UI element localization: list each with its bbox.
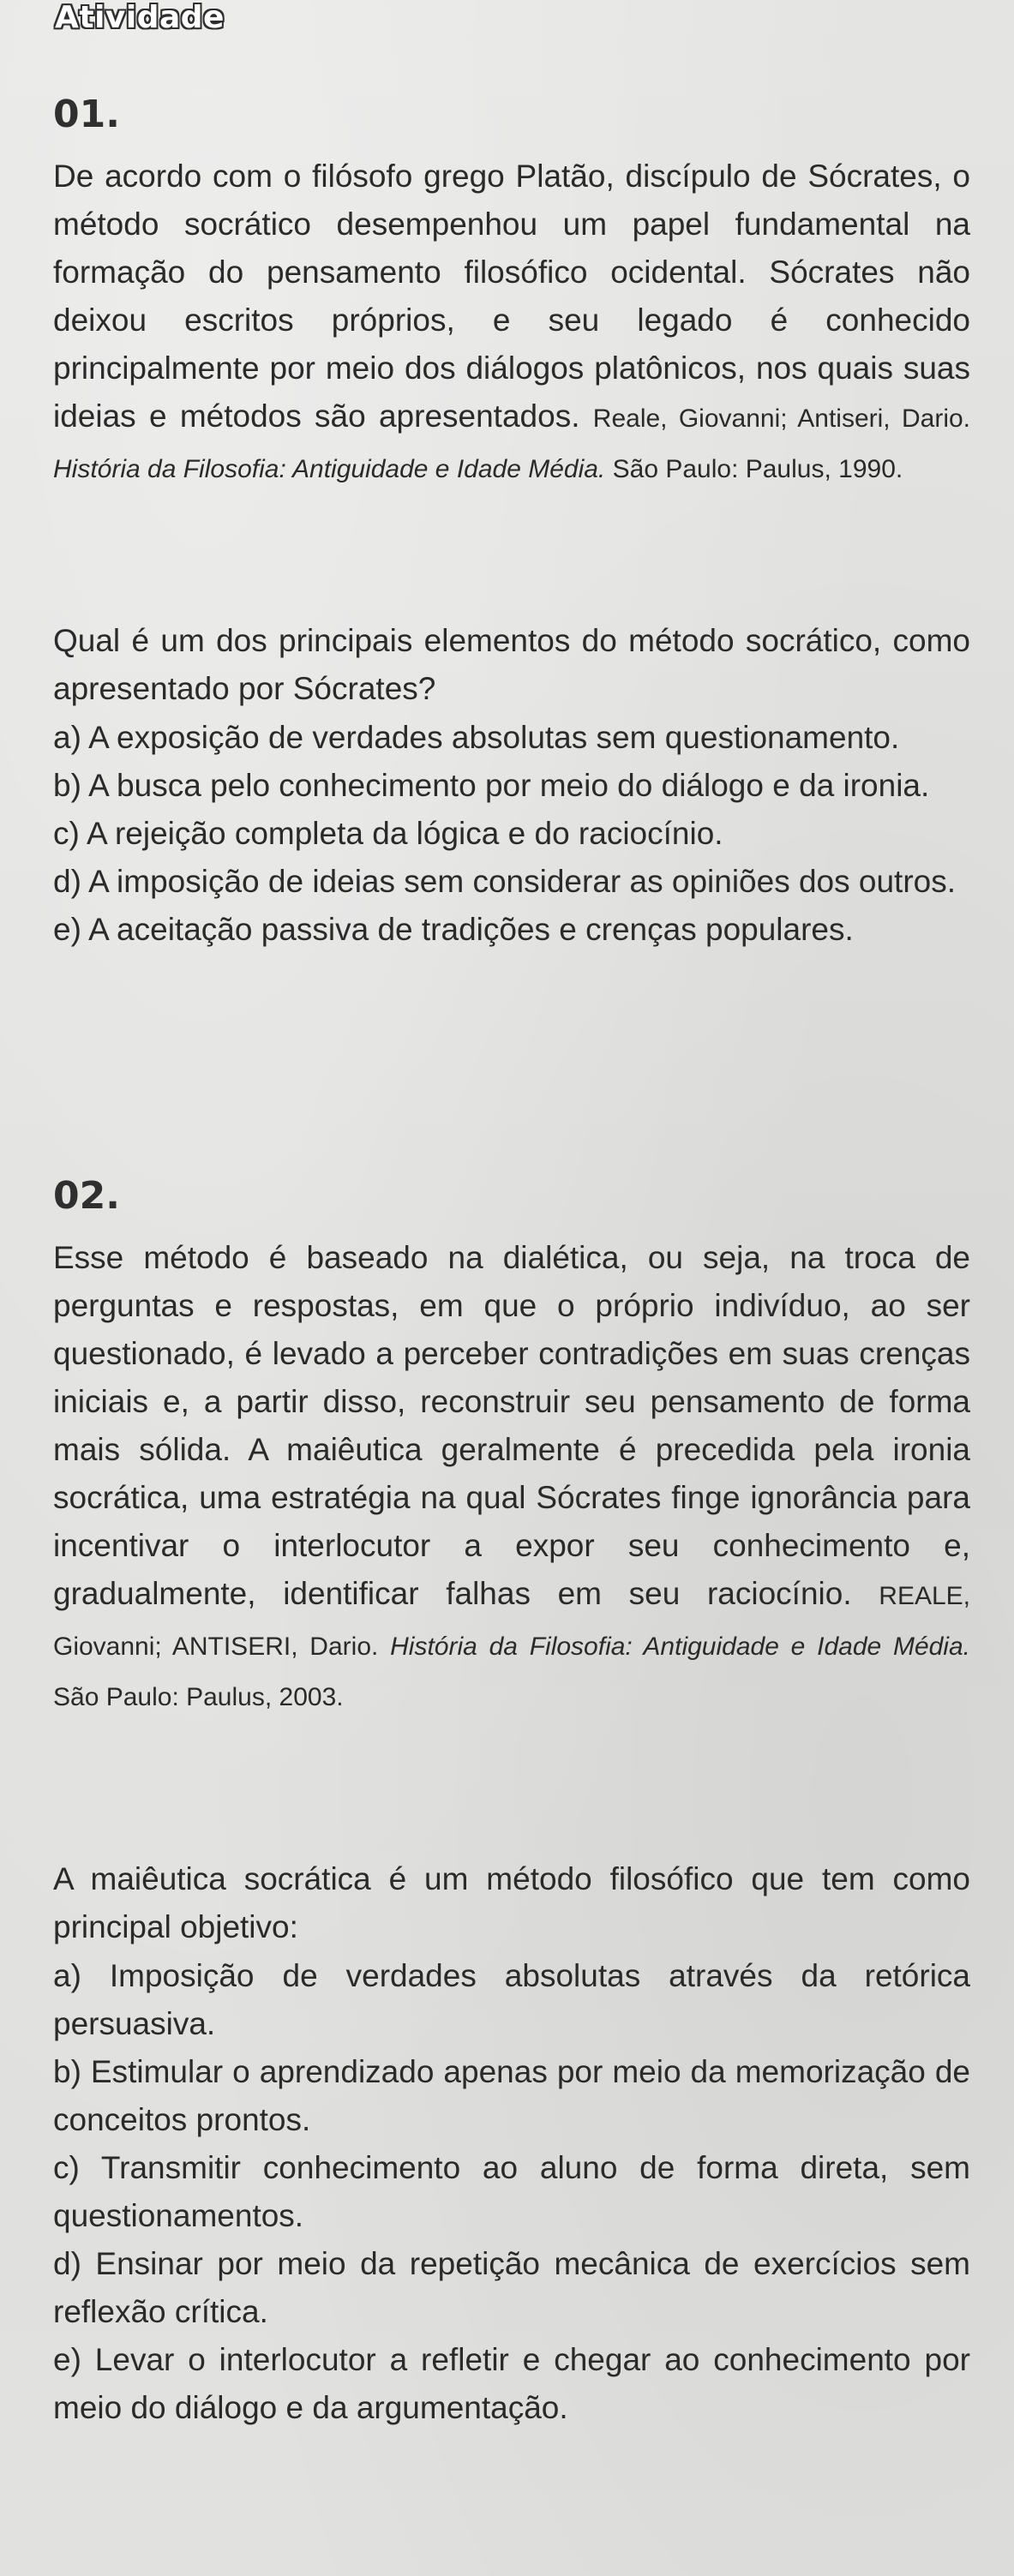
question-number-2: 02. bbox=[53, 1174, 120, 1218]
question-2-options bbox=[53, 1952, 970, 2432]
option-b[interactable]: b) Estimular o aprendizado apenas por meio da memorização de conceitos prontos. bbox=[53, 2054, 970, 2137]
question-1-options bbox=[53, 714, 970, 954]
question-2-text: Esse método é baseado na dialética, ou seja, na troca de perguntas e respostas, em que o próprio indivíduo, ao ser questionado, é levado a perceber contradições em suas crenças iniciais e, a partir disso, reconstruir seu pensamento de forma mais sólida. A maiêutica geralmente é precedida pela ironia socrática, uma estratégia na qual Sócrates finge ignorância para incentivar o interlocutor a expor seu conhecimento e, gradualmente, identificar falhas em seu raciocínio. bbox=[53, 1240, 970, 1611]
option-e[interactable]: e) A aceitação passiva de tradições e crenças populares. bbox=[53, 912, 854, 947]
option-e[interactable]: e) Levar o interlocutor a refletir e chegar ao conhecimento por meio do diálogo e da argumentação. bbox=[53, 2342, 970, 2425]
option-a[interactable]: a) A exposição de verdades absolutas sem questionamento. bbox=[53, 720, 900, 755]
option-c[interactable]: c) A rejeição completa da lógica e do raciocínio. bbox=[53, 816, 723, 851]
question-1-prompt: Qual é um dos principais elementos do método socrático, como apresentado por Sócrates? bbox=[53, 623, 970, 706]
citation-publisher: São Paulo: Paulus, 1990. bbox=[612, 455, 903, 483]
citation-authors: Reale, Giovanni; Antiseri, Dario. bbox=[592, 404, 971, 433]
question-1-context bbox=[53, 153, 970, 494]
option-d[interactable]: d) Ensinar por meio da repetição mecânica de exercícios sem reflexão crítica. bbox=[53, 2246, 970, 2329]
question-2-prompt: A maiêutica socrática é um método filosófico que tem como principal objetivo: bbox=[53, 1861, 970, 1944]
citation-title: História da Filosofia: Antiguidade e Idade Média. bbox=[390, 1632, 970, 1661]
option-c[interactable]: c) Transmitir conhecimento ao aluno de forma direta, sem questionamentos. bbox=[53, 2150, 970, 2233]
section-title: Atividade bbox=[55, 0, 225, 35]
question-2-context bbox=[53, 1234, 970, 1722]
citation-authors: REALE, Giovanni; ANTISERI, Dario. bbox=[53, 1582, 971, 1661]
question-1-text: De acordo com o filósofo grego Platão, discípulo de Sócrates, o método socrático desempenhou um papel fundamental na formação do pensamento filosófico ocidental. Sócrates não deixou escritos próprios, e seu legado é conhecido principalmente por meio dos diálogos platônicos, nos quais suas ideias e métodos são apresentados. bbox=[53, 159, 970, 434]
question-number-1: 01. bbox=[53, 93, 120, 136]
option-d[interactable]: d) A imposição de ideias sem considerar as opiniões dos outros. bbox=[53, 864, 957, 899]
citation-publisher: São Paulo: Paulus, 2003. bbox=[53, 1683, 344, 1711]
option-a[interactable]: a) Imposição de verdades absolutas através da retórica persuasiva. bbox=[53, 1958, 970, 2041]
citation-title: História da Filosofia: Antiguidade e Idade Média. bbox=[53, 455, 606, 483]
option-b[interactable]: b) A busca pelo conhecimento por meio do diálogo e da ironia. bbox=[53, 768, 930, 803]
